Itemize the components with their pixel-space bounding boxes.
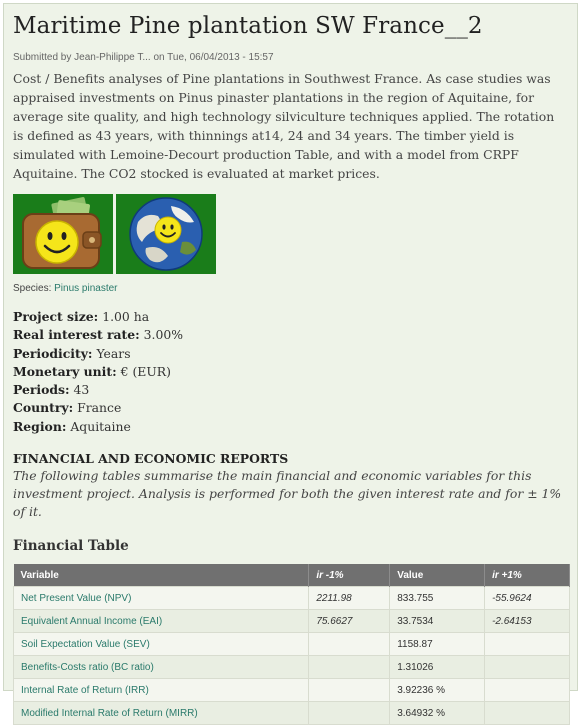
financial-table-title: Financial Table [13,538,129,555]
globe-smiley-icon [116,194,216,274]
cell-ir-plus [485,633,570,656]
fact-value: France [77,400,122,416]
fact-value: Years [96,345,131,361]
fact-region [13,418,568,436]
node-page [3,3,578,719]
cell-value: 33.7534 [390,610,485,633]
row-label[interactable]: Net Present Value (NPV) [14,587,309,610]
smiley-globe-image[interactable] [116,194,216,274]
cell-ir-plus: -2.64153 [485,610,570,633]
table-row [14,702,570,725]
fact-periods [13,381,568,399]
financial-table [13,564,570,725]
cell-ir-plus [485,702,570,725]
image-gallery [13,194,568,274]
reports-section [13,451,568,521]
wallet-smiley-icon [13,194,113,274]
cell-ir-minus: 2211.98 [309,587,390,610]
cell-ir-minus [309,633,390,656]
cell-ir-minus [309,656,390,679]
table-row [14,633,570,656]
project-facts [13,308,568,436]
cell-value: 1158.87 [390,633,485,656]
cell-ir-plus [485,679,570,702]
cell-ir-minus [309,679,390,702]
table-row [14,656,570,679]
fact-label: Periodicity: [13,345,93,361]
reports-heading: FINANCIAL AND ECONOMIC REPORTS [13,451,289,467]
reports-text: The following tables summarise the main financial and economic variables for this investment project. Analysis is performed for both the given interest rate and for ± 1% of it. [13,468,562,520]
cell-ir-plus [485,656,570,679]
fact-label: Country: [13,400,74,416]
cell-value: 3.92236 % [390,679,485,702]
fact-periodicity [13,345,568,363]
fact-country [13,399,568,417]
table-row [14,679,570,702]
fact-monetary-unit [13,363,568,381]
fact-label: Project size: [13,309,99,324]
species-line [13,283,568,294]
row-label[interactable]: Equivalent Annual Income (EAI) [14,610,309,633]
project-description: Cost / Benefits analyses of Pine plantations in Southwest France. As case studies was appraised investments on Pinus pinaster plantations in the region of Aquitaine, for average site quality, and high technology silviculture techniques applied. The rotation is defined as 43 years, with thinnings at14, 24 and 34 years. The timber yield is simulated with Lemoine-Decourt production Table, and with a model from CRPF Aquitaine. The CO2 stocked is evaluated at market prices. [13,71,555,181]
cell-value: 833.755 [390,587,485,610]
fact-label: Periods: [13,382,70,398]
fact-value: Aquitaine [70,418,131,434]
species-label: Species: [13,283,52,294]
fact-label: Real interest rate: [13,327,140,343]
fact-value: € (EUR) [120,363,171,379]
row-label[interactable]: Internal Rate of Return (IRR) [14,679,309,702]
cell-value: 1.31026 [390,656,485,679]
fact-value: 3.00% [143,327,184,343]
column-header-variable: Variable [14,564,309,587]
row-label[interactable]: Benefits-Costs ratio (BC ratio) [14,656,309,679]
smiley-wallet-image[interactable] [13,194,113,274]
page-title: Maritime Pine plantation SW France__2 [13,13,483,39]
cell-ir-minus [309,702,390,725]
column-header-ir-minus: ir -1% [309,564,390,587]
fact-project-size [13,308,568,326]
fact-interest-rate [13,326,568,344]
fact-value: 43 [73,382,90,398]
table-row [14,587,570,610]
row-label[interactable]: Soil Expectation Value (SEV) [14,633,309,656]
cell-value: 3.64932 % [390,702,485,725]
column-header-value: Value [390,564,485,587]
species-link[interactable]: Pinus pinaster [54,283,118,294]
row-label[interactable]: Modified Internal Rate of Return (MIRR) [14,702,309,725]
table-header-row [14,564,570,587]
submitted-info: Submitted by Jean-Philippe T... on Tue, 06/04/2013 - 15:57 [13,52,274,63]
table-row [14,610,570,633]
fact-value: 1.00 ha [102,309,150,324]
cell-ir-plus: -55.9624 [485,587,570,610]
fact-label: Region: [13,418,67,434]
column-header-ir-plus: ir +1% [485,564,570,587]
cell-ir-minus: 75.6627 [309,610,390,633]
fact-label: Monetary unit: [13,363,117,379]
